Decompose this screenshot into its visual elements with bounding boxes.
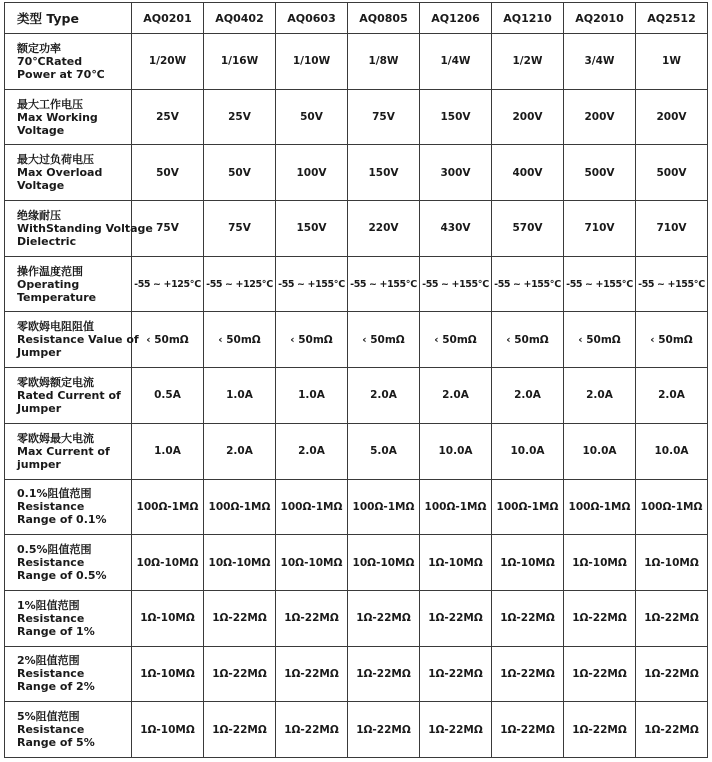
- model-header: AQ0805: [348, 3, 420, 34]
- value-cell: 1.0A: [132, 423, 204, 479]
- value-cell: 1Ω-22MΩ: [492, 646, 564, 702]
- row-label-line: Range of 0.5%: [17, 569, 107, 583]
- row-label-line: Resistance: [17, 611, 85, 625]
- row-label-line: Jumper: [17, 346, 62, 360]
- model-header: AQ0402: [204, 3, 276, 34]
- value-cell: -55 ~ +155℃: [348, 256, 420, 312]
- value-cell: 1Ω-22MΩ: [564, 590, 636, 646]
- value-cell: 25V: [132, 89, 204, 145]
- value-cell: 1Ω-22MΩ: [348, 646, 420, 702]
- table-row: [5, 145, 708, 201]
- value-cell: 1Ω-10MΩ: [420, 535, 492, 591]
- row-label-line: Temperature: [17, 290, 97, 304]
- value-cell: -55 ~ +155℃: [276, 256, 348, 312]
- value-cell: 100Ω-1MΩ: [348, 479, 420, 535]
- value-cell: 1Ω-10MΩ: [132, 646, 204, 702]
- value-cell: 1Ω-22MΩ: [420, 590, 492, 646]
- row-label: [5, 34, 132, 90]
- value-cell: 10.0A: [420, 423, 492, 479]
- value-cell: 1Ω-22MΩ: [204, 590, 276, 646]
- value-cell: 1Ω-22MΩ: [348, 590, 420, 646]
- value-cell: 710V: [564, 201, 636, 257]
- value-cell: 10Ω-10MΩ: [276, 535, 348, 591]
- table-row: [5, 89, 708, 145]
- row-label-line: 5%阻值范围: [17, 710, 80, 724]
- value-cell: 200V: [636, 89, 708, 145]
- value-cell: 1Ω-10MΩ: [132, 590, 204, 646]
- row-label-line: 最大工作电压: [17, 97, 83, 111]
- row-label-line: Resistance: [17, 667, 85, 681]
- row-label-line: Voltage: [17, 179, 65, 193]
- value-cell: 1Ω-10MΩ: [132, 702, 204, 758]
- table-row: [5, 479, 708, 535]
- row-label: [5, 312, 139, 368]
- value-cell: 100Ω-1MΩ: [492, 479, 564, 535]
- value-cell: 50V: [276, 89, 348, 145]
- value-cell: 1Ω-22MΩ: [636, 702, 708, 758]
- row-label-line: 最大过负荷电压: [17, 153, 94, 167]
- row-label: [5, 89, 132, 145]
- row-label-line: 零欧姆额定电流: [17, 375, 94, 389]
- value-cell: 1Ω-22MΩ: [348, 702, 420, 758]
- row-label: [5, 590, 132, 646]
- row-label: [5, 145, 132, 201]
- row-label-line: Resistance: [17, 556, 85, 570]
- value-cell: 100Ω-1MΩ: [564, 479, 636, 535]
- model-header: AQ2512: [636, 3, 708, 34]
- table-row: [5, 34, 708, 90]
- value-cell: 75V: [204, 201, 276, 257]
- row-label-line: 1%阻值范围: [17, 598, 80, 612]
- value-cell: 500V: [564, 145, 636, 201]
- model-header: AQ1206: [420, 3, 492, 34]
- model-header: AQ2010: [564, 3, 636, 34]
- model-header: AQ0603: [276, 3, 348, 34]
- value-cell: 10Ω-10MΩ: [348, 535, 420, 591]
- value-cell: ‹ 50mΩ: [492, 312, 564, 368]
- value-cell: 3/4W: [564, 34, 636, 90]
- value-cell: 1Ω-10MΩ: [492, 535, 564, 591]
- value-cell: -55 ~ +155℃: [492, 256, 564, 312]
- row-label-line: Jumper: [17, 401, 62, 415]
- row-label: [5, 479, 132, 535]
- value-cell: 1/8W: [348, 34, 420, 90]
- value-cell: 1/20W: [132, 34, 204, 90]
- value-cell: 1Ω-22MΩ: [420, 646, 492, 702]
- value-cell: 75V: [132, 201, 204, 257]
- value-cell: 100Ω-1MΩ: [276, 479, 348, 535]
- row-label-line: 0.1%阻值范围: [17, 487, 92, 501]
- row-label-line: Dielectric: [17, 234, 77, 248]
- value-cell: -55 ~ +125℃: [204, 256, 276, 312]
- row-label-line: Power at 70℃: [17, 67, 105, 81]
- value-cell: 1Ω-22MΩ: [276, 702, 348, 758]
- value-cell: 1/10W: [276, 34, 348, 90]
- value-cell: 2.0A: [636, 368, 708, 424]
- row-label-line: Range of 1%: [17, 624, 95, 638]
- value-cell: 50V: [204, 145, 276, 201]
- table-row: [5, 423, 708, 479]
- row-label-line: 绝缘耐压: [17, 208, 61, 222]
- value-cell: 5.0A: [348, 423, 420, 479]
- value-cell: 710V: [636, 201, 708, 257]
- value-cell: 75V: [348, 89, 420, 145]
- row-label-line: 2%阻值范围: [17, 654, 80, 668]
- row-label-line: 零欧姆电阻阻值: [17, 320, 94, 334]
- value-cell: -55 ~ +125℃: [132, 256, 204, 312]
- value-cell: ‹ 50mΩ: [420, 312, 492, 368]
- row-label: [5, 201, 153, 257]
- value-cell: 1Ω-10MΩ: [564, 535, 636, 591]
- value-cell: 10Ω-10MΩ: [132, 535, 204, 591]
- row-label-line: 70℃Rated: [17, 54, 83, 68]
- value-cell: 2.0A: [204, 423, 276, 479]
- row-label-line: Range of 2%: [17, 680, 95, 694]
- spec-table-body: [5, 34, 708, 758]
- value-cell: 100V: [276, 145, 348, 201]
- value-cell: 10.0A: [636, 423, 708, 479]
- value-cell: ‹ 50mΩ: [276, 312, 348, 368]
- value-cell: 1Ω-22MΩ: [636, 646, 708, 702]
- table-row: [5, 368, 708, 424]
- value-cell: 1Ω-22MΩ: [564, 646, 636, 702]
- value-cell: 1W: [636, 34, 708, 90]
- table-row: [5, 256, 708, 312]
- value-cell: 150V: [276, 201, 348, 257]
- row-label-line: Rated Current of: [17, 388, 121, 402]
- value-cell: 10Ω-10MΩ: [204, 535, 276, 591]
- value-cell: 100Ω-1MΩ: [132, 479, 204, 535]
- table-row: [5, 535, 708, 591]
- value-cell: 570V: [492, 201, 564, 257]
- row-label-line: Resistance Value of: [17, 333, 139, 347]
- table-row: [5, 312, 708, 368]
- value-cell: 1Ω-10MΩ: [636, 535, 708, 591]
- table-row: [5, 646, 708, 702]
- value-cell: 1Ω-22MΩ: [492, 702, 564, 758]
- value-cell: 300V: [420, 145, 492, 201]
- row-label-line: Max Overload: [17, 166, 103, 180]
- value-cell: 2.0A: [420, 368, 492, 424]
- resistor-spec-table: [4, 2, 708, 758]
- row-label-line: 额定功率: [17, 41, 61, 55]
- value-cell: ‹ 50mΩ: [204, 312, 276, 368]
- value-cell: 1Ω-22MΩ: [204, 702, 276, 758]
- row-label-line: Resistance: [17, 500, 85, 514]
- value-cell: 1Ω-22MΩ: [564, 702, 636, 758]
- value-cell: 100Ω-1MΩ: [204, 479, 276, 535]
- value-cell: 150V: [348, 145, 420, 201]
- value-cell: 1Ω-22MΩ: [492, 590, 564, 646]
- table-row: [5, 201, 708, 257]
- value-cell: 1/2W: [492, 34, 564, 90]
- row-label-line: Voltage: [17, 123, 65, 137]
- header-row: [5, 3, 708, 34]
- model-header: AQ0201: [132, 3, 204, 34]
- value-cell: 200V: [564, 89, 636, 145]
- value-cell: 150V: [420, 89, 492, 145]
- row-label-line: Max Working: [17, 110, 98, 124]
- value-cell: 100Ω-1MΩ: [636, 479, 708, 535]
- row-label: [5, 535, 132, 591]
- value-cell: 500V: [636, 145, 708, 201]
- value-cell: 2.0A: [492, 368, 564, 424]
- value-cell: 1Ω-22MΩ: [636, 590, 708, 646]
- value-cell: 100Ω-1MΩ: [420, 479, 492, 535]
- value-cell: 1.0A: [276, 368, 348, 424]
- value-cell: 400V: [492, 145, 564, 201]
- value-cell: -55 ~ +155℃: [420, 256, 492, 312]
- table-row: [5, 702, 708, 758]
- value-cell: 10.0A: [564, 423, 636, 479]
- row-label-line: Range of 5%: [17, 736, 95, 750]
- value-cell: 10.0A: [492, 423, 564, 479]
- value-cell: 200V: [492, 89, 564, 145]
- value-cell: 2.0A: [276, 423, 348, 479]
- row-label-line: Resistance: [17, 723, 85, 737]
- value-cell: 2.0A: [348, 368, 420, 424]
- value-cell: 1Ω-22MΩ: [276, 646, 348, 702]
- row-label: [5, 423, 132, 479]
- value-cell: 1/16W: [204, 34, 276, 90]
- value-cell: 1Ω-22MΩ: [420, 702, 492, 758]
- row-label-line: Max Current of: [17, 444, 110, 458]
- value-cell: 0.5A: [132, 368, 204, 424]
- row-label-line: 零欧姆最大电流: [17, 431, 94, 445]
- row-label-line: jumper: [17, 457, 61, 471]
- value-cell: 1.0A: [204, 368, 276, 424]
- row-label-line: Range of 0.1%: [17, 513, 107, 527]
- row-label-line: Operating: [17, 277, 80, 291]
- value-cell: 1Ω-22MΩ: [276, 590, 348, 646]
- model-header: AQ1210: [492, 3, 564, 34]
- value-cell: 25V: [204, 89, 276, 145]
- row-label-line: 操作温度范围: [17, 264, 83, 278]
- type-header: 类型 Type: [5, 3, 132, 34]
- row-label-line: WithStanding Voltage: [17, 221, 153, 235]
- row-label-line: 0.5%阻值范围: [17, 543, 92, 557]
- value-cell: -55 ~ +155℃: [564, 256, 636, 312]
- value-cell: 1Ω-22MΩ: [204, 646, 276, 702]
- value-cell: -55 ~ +155℃: [636, 256, 708, 312]
- value-cell: 220V: [348, 201, 420, 257]
- row-label: [5, 256, 132, 312]
- value-cell: ‹ 50mΩ: [564, 312, 636, 368]
- value-cell: ‹ 50mΩ: [348, 312, 420, 368]
- value-cell: 430V: [420, 201, 492, 257]
- table-row: [5, 590, 708, 646]
- value-cell: 2.0A: [564, 368, 636, 424]
- value-cell: 1/4W: [420, 34, 492, 90]
- row-label: [5, 646, 132, 702]
- value-cell: 50V: [132, 145, 204, 201]
- value-cell: ‹ 50mΩ: [636, 312, 708, 368]
- row-label: [5, 702, 132, 758]
- value-cell: ‹ 50mΩ: [132, 312, 204, 368]
- row-label: [5, 368, 132, 424]
